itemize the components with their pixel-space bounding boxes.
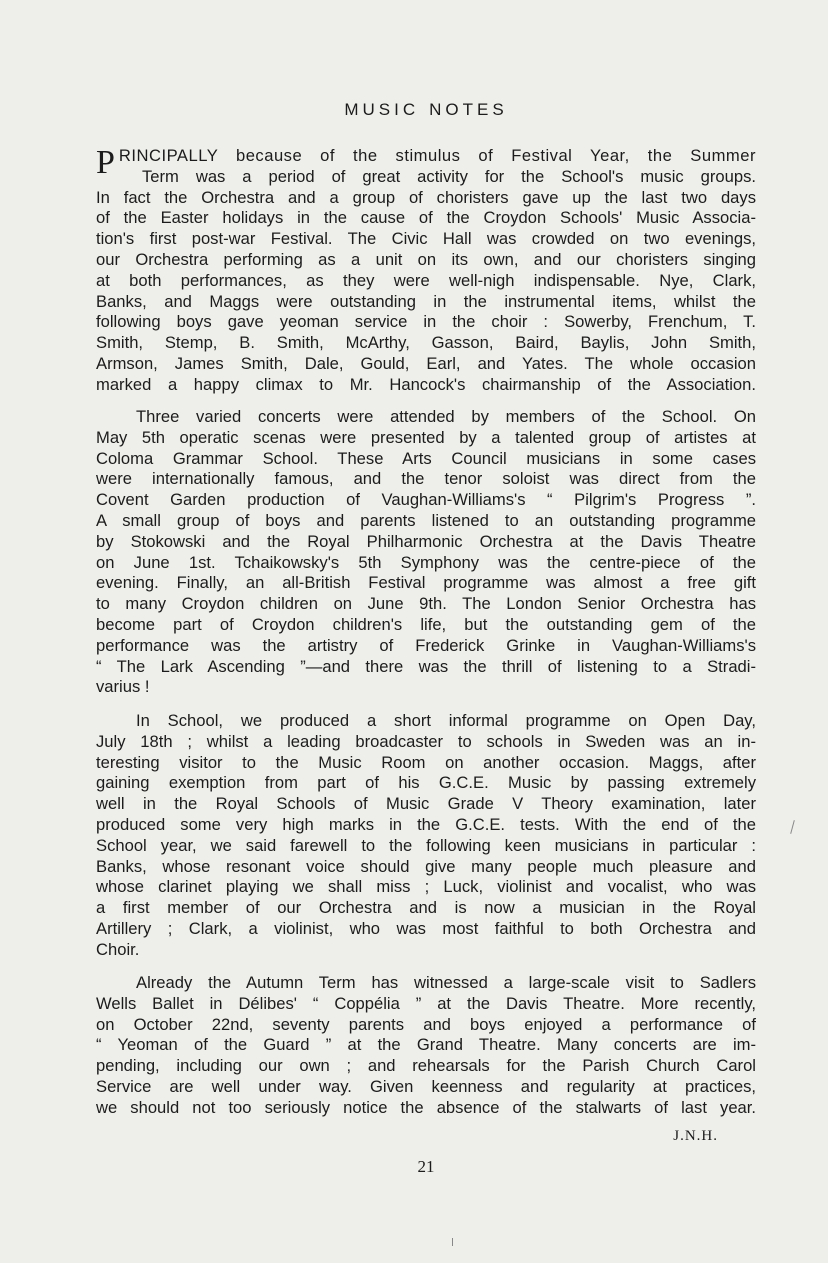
scan-mark [790, 820, 795, 834]
paragraph-1 [96, 146, 756, 396]
paragraph-line: School year, we said farewell to the following keen musicians in particular : [96, 835, 756, 855]
paragraph-line: on June 1st. Tchaikowsky's 5th Symphony was the centre-piece of the [96, 552, 756, 572]
page-title [96, 100, 756, 120]
paragraph-line: Artillery ; Clark, a violinist, who was most faithful to both Orchestra and [96, 918, 756, 938]
paragraph-line: pending, including our own ; and rehearsals for the Parish Church Carol [96, 1056, 756, 1076]
scan-mark [452, 1238, 453, 1246]
paragraph-4 [96, 973, 756, 1119]
paragraph-line: a first member of our Orchestra and is now a musician in the Royal [96, 898, 756, 918]
paragraph-line: our Orchestra performing as a unit on its own, and our choristers singing [96, 249, 756, 269]
paragraph-line: July 18th ; whilst a leading broadcaster to schools in Sweden was an in- [96, 731, 756, 751]
drop-cap: P [96, 144, 115, 181]
paragraph-line: Choir. [96, 939, 140, 959]
paragraph-line: performance was the artistry of Frederick Grinke in Vaughan-Williams's [96, 635, 756, 655]
paragraph-line: on October 22nd, seventy parents and boys enjoyed a performance of [96, 1014, 756, 1034]
paragraph-line: In School, we produced a short informal programme on Open Day, [136, 711, 756, 730]
paragraph-2 [96, 407, 756, 698]
paragraph-line: Wells Ballet in Délibes' “ Coppélia ” at the Davis Theatre. More recently, [96, 993, 756, 1013]
paragraph-line: evening. Finally, an all-British Festival programme was almost a free gift [96, 573, 756, 593]
paragraph-line: Smith, Stemp, B. Smith, McArthy, Gasson, Baird, Baylis, John Smith, [96, 333, 756, 353]
paragraph-line: teresting visitor to the Music Room on another occasion. Maggs, after [96, 752, 756, 772]
paragraph-line: “ The Lark Ascending ”—and there was the thrill of listening to a Stradi- [96, 656, 756, 676]
paragraph-line: produced some very high marks in the G.C.E. tests. With the end of the [96, 814, 756, 834]
paragraph-line: well in the Royal Schools of Music Grade V Theory examination, later [96, 794, 756, 814]
paragraph-line: Term was a period of great activity for the School's music groups. [142, 166, 756, 186]
paragraph-line: Coloma Grammar School. These Arts Council musicians in some cases [96, 448, 756, 468]
paragraph-line: In fact the Orchestra and a group of choristers gave up the last two days [96, 187, 756, 207]
paragraph-line: were internationally famous, and the tenor soloist was direct from the [96, 469, 756, 489]
paragraph-line: become part of Croydon children's life, but the outstanding gem of the [96, 614, 756, 634]
paragraph-line: Service are well under way. Given keenness and regularity at practices, [96, 1076, 756, 1096]
paragraph-line: at both performances, as they were well-nigh indispensable. Nye, Clark, [96, 270, 756, 290]
paragraph-line: Banks, whose resonant voice should give many people much pleasure and [96, 856, 756, 876]
paragraph-line: by Stokowski and the Royal Philharmonic Orchestra at the Davis Theatre [96, 531, 756, 551]
title-word-music: MUSIC [344, 100, 420, 119]
paragraph-line: we should not too seriously notice the absence of the stalwarts of last year. [96, 1097, 756, 1117]
page-number: 21 [417, 1157, 435, 1176]
author-signature: J.N.H. [673, 1128, 718, 1144]
paragraph-line: of the Easter holidays in the cause of the Croydon Schools' Music Associa- [96, 208, 756, 228]
paragraph-line: “ Yeoman of the Guard ” at the Grand Theatre. Many concerts are im- [96, 1035, 756, 1055]
paragraph-3 [96, 711, 756, 961]
paragraph-line: A small group of boys and parents listened to an outstanding programme [96, 510, 756, 530]
paragraph-line: gaining exemption from part of his G.C.E. Music by passing extremely [96, 773, 756, 793]
paragraph-line: May 5th operatic scenas were presented by a talented group of artistes at [96, 427, 756, 447]
paragraph-line: PRINCIPALLY because of the stimulus of Festival Year, the Summer [96, 144, 756, 181]
paragraph-line: varius ! [96, 677, 150, 697]
paragraph-line: Armson, James Smith, Dale, Gould, Earl, and Yates. The whole occasion [96, 353, 756, 373]
paragraph-line: marked a happy climax to Mr. Hancock's chairmanship of the Association. [96, 374, 756, 394]
paragraph-line: Three varied concerts were attended by members of the School. On [136, 407, 756, 426]
paragraph-line: whose clarinet playing we shall miss ; Luck, violinist and vocalist, who was [96, 877, 756, 897]
paragraph-line: Already the Autumn Term has witnessed a large-scale visit to Sadlers [136, 973, 756, 992]
paragraph-line: to many Croydon children on June 9th. The London Senior Orchestra has [96, 594, 756, 614]
paragraph-line: following boys gave yeoman service in the choir : Sowerby, Frenchum, T. [96, 312, 756, 332]
paragraph-line: Covent Garden production of Vaughan-Williams's “ Pilgrim's Progress ”. [96, 490, 756, 510]
title-word-notes: NOTES [429, 100, 508, 119]
paragraph-line: Banks, and Maggs were outstanding in the instrumental items, whilst the [96, 291, 756, 311]
paragraph-line: tion's first post-war Festival. The Civic Hall was crowded on two evenings, [96, 229, 756, 249]
